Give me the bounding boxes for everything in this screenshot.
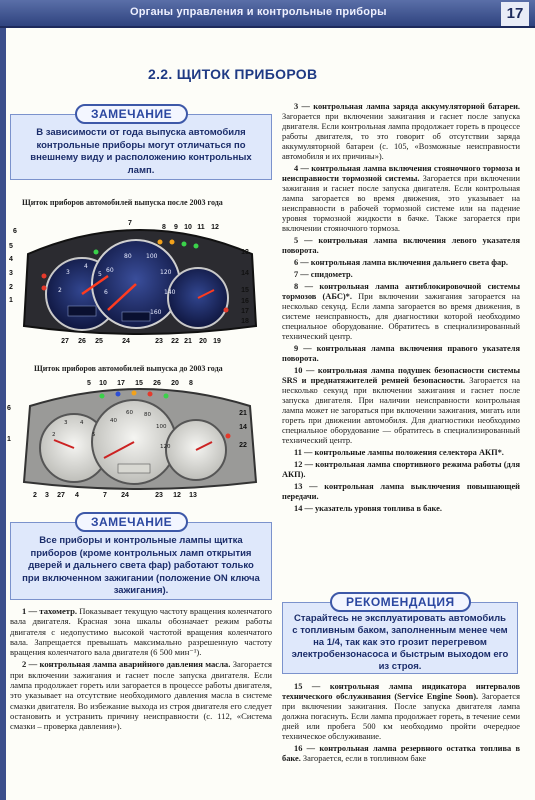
- running-title: Органы управления и контрольные приборы: [130, 6, 387, 18]
- callout-f2-21: 21: [239, 410, 247, 417]
- note-text-1: В зависимости от года выпуска автомобиля контрольные приборы могут отличаться по внешнему виду и расположению контрольных ламп.: [30, 127, 252, 176]
- callout-f2-26: 26: [153, 380, 161, 387]
- item-3-text: Загорается при включении зажигания и гаснет после запуска двигателя. Если контрольная лампа продолжает гореть в процессе работы двигателя, то это говорит об отсутствии заряда аккумуляторной батареи (с. 105, «Возможные неисправности автомобиля и их причины»).: [282, 112, 520, 161]
- recommendation-box: [282, 602, 518, 674]
- item-12-lead: 12 — контрольная лампа спортивного режима работы (для АКП).: [282, 460, 520, 479]
- svg-text:4: 4: [80, 420, 84, 426]
- item-5-lead: 5 — контрольная лампа включения левого указателя поворота.: [282, 236, 520, 255]
- callout-f2-3: 3: [45, 492, 49, 499]
- svg-text:140: 140: [164, 289, 176, 296]
- paragraph-item-11: [282, 448, 520, 458]
- callout-f1-23: 23: [155, 338, 163, 345]
- right-column-bottom-text: [282, 682, 520, 796]
- item-2-text: Загорается при включении зажигания и гаснет после запуска двигателя. Если лампа продолжает гореть или загорается в процессе работы двигателя, это указывает на отсутствие необходимого давления масла в системе смазки двигателя. Во избежание выхода из строя двигателя его следует остановить и устранить причину неисправности (с. 112, «Система смазки – проверка давления»).: [10, 659, 272, 732]
- callout-f1-21: 21: [184, 338, 192, 345]
- callout-f2-17: 17: [117, 380, 125, 387]
- note-text-2: Все приборы и контрольные лампы щитка приборов (кроме контрольных ламп открытия дверей и дальнего света фар) работают только при включенном зажигании (положение ON ключа зажигания).: [22, 535, 260, 596]
- svg-text:100: 100: [146, 253, 158, 260]
- paragraph-item-8: [282, 282, 520, 342]
- callout-f1-14: 14: [241, 270, 249, 277]
- callout-f1-1: 1: [9, 297, 13, 304]
- paragraph-item-14: [282, 504, 520, 514]
- callout-f1-9: 9: [174, 224, 178, 231]
- item-4-lead: 4 — контрольная лампа включения стояночного тормоза и неисправности тормозной системы.: [282, 164, 520, 183]
- callout-f1-19: 19: [213, 338, 221, 345]
- paragraph-item-10: [282, 366, 520, 446]
- callout-f1-5: 5: [9, 243, 13, 250]
- svg-text:3: 3: [64, 420, 68, 426]
- item-8-text: При включении зажигания загорается на несколько секунд. Если лампа загорается во время движения, в системе неисправность, для диагностики которой необходимо специальное оборудование. Обратитесь в специализированный технический центр.: [282, 292, 520, 341]
- callout-f1-16: 16: [241, 298, 249, 305]
- svg-text:120: 120: [160, 269, 172, 276]
- callout-f1-2: 2: [9, 284, 13, 291]
- svg-text:80: 80: [124, 253, 132, 260]
- item-6-lead: 6 — контрольная лампа включения дальнего света фар.: [294, 258, 508, 267]
- item-15-lead: 15 — контрольная лампа индикатора интервалов технического обслуживания (Service Engine Soon).: [282, 682, 520, 701]
- callout-f2-22: 22: [239, 442, 247, 449]
- svg-text:5: 5: [98, 271, 102, 278]
- callout-f1-12: 12: [211, 224, 219, 231]
- item-15-text: Загорается при включении зажигания. После запуска двигателя лампа должна погаснуть. Если лампа продолжает гореть, в течение семи дней или пробега 500 км необходимо пройти очередное техническое обслуживание.: [282, 692, 521, 741]
- svg-text:60: 60: [126, 410, 133, 416]
- item-7-lead: 7 — спидометр.: [294, 270, 353, 279]
- note-box-2: [10, 522, 272, 600]
- callout-f1-7: 7: [128, 220, 132, 227]
- callout-f1-17: 17: [241, 308, 249, 315]
- page-header: [0, 0, 535, 28]
- svg-text:5: 5: [92, 432, 96, 438]
- svg-text:40: 40: [110, 418, 117, 424]
- callout-f2-8: 8: [189, 380, 193, 387]
- callout-f2-14: 14: [239, 424, 247, 431]
- paragraph-item-12: [282, 460, 520, 480]
- callout-f2-1: 1: [7, 436, 11, 443]
- callout-f1-27: 27: [61, 338, 69, 345]
- callout-f2-24: 24: [121, 492, 129, 499]
- left-column-text: [10, 606, 272, 796]
- paragraph-item-9: [282, 344, 520, 364]
- paragraph-item-7: [282, 270, 520, 280]
- callout-f1-11: 11: [197, 224, 205, 231]
- callout-f2-10: 10: [99, 380, 107, 387]
- item-16-text: Загорается, если в топливном баке: [300, 754, 427, 763]
- callout-f2-27: 27: [57, 492, 65, 499]
- callout-f1-6: 6: [13, 228, 17, 235]
- svg-text:6: 6: [104, 289, 108, 296]
- paragraph-item-15: [282, 682, 520, 742]
- svg-text:3: 3: [66, 269, 70, 276]
- recommendation-label: РЕКОМЕНДАЦИЯ: [330, 592, 471, 612]
- item-10-lead: 10 — контрольная лампа подушек безопасности системы SRS и преднатяжителей ремней безопасности.: [282, 366, 520, 385]
- figure-caption-1: Щиток приборов автомобилей выпуска после 2003 года: [22, 198, 223, 207]
- item-4-text: Загорается при включении зажигания и гаснет после запуска двигателя. Если контрольная лампа загорается во время движения, это указывает на неисправности в рабочей тормозной системе или на падение уровня тормозной жидкости в бачке. Также загорается при включении стояночного тормоза.: [282, 174, 520, 233]
- svg-text:160: 160: [150, 309, 162, 316]
- section-title: 2.2. ЩИТОК ПРИБОРОВ: [148, 66, 318, 82]
- svg-text:4: 4: [84, 263, 88, 270]
- callout-f2-6: 6: [7, 405, 11, 412]
- callout-f2-12: 12: [173, 492, 181, 499]
- callout-f1-4: 4: [9, 256, 13, 263]
- item-16-lead: 16 — контрольная лампа резервного остатка топлива в баке.: [282, 744, 520, 763]
- paragraph-item-1: [10, 606, 272, 657]
- callout-f2-20: 20: [171, 380, 179, 387]
- item-14-lead: 14 — указатель уровня топлива в баке.: [294, 504, 442, 513]
- item-8-lead: 8 — контрольная лампа антиблокировочной системы тормозов (АБС)*.: [282, 282, 520, 301]
- callout-f1-13: 13: [241, 249, 249, 256]
- item-11-lead: 11 — контрольные лампы положения селектора АКП*.: [294, 448, 504, 457]
- item-2-lead: 2 — контрольная лампа аварийного давления масла.: [22, 659, 231, 670]
- item-10-text: Загорается на несколько секунд при включении зажигания и гаснет после запуска двигателя. При наличии неисправности контрольная лампа может не загораться при включении зажигания, мигать или гореть при движении автомобиля. Для диагностики необходимо специальное оборудование — обратитесь в специализированный технический центр.: [282, 376, 520, 445]
- instrument-cluster-2003-figure: [0, 214, 280, 354]
- right-column-text: [282, 102, 520, 584]
- item-1-text: Показывает текущую частоту вращения коленчатого вала двигателя. Красная зона шкалы обозначает режим работы двигателя с недопустимо высокой частотой вращения коленчатого вала. Запрещается превышать максимально разрешенную частоту вращения коленчатого вала двигателя (6 500 мин⁻¹).: [10, 606, 272, 658]
- callout-f1-10: 10: [184, 224, 192, 231]
- svg-text:2: 2: [52, 432, 56, 438]
- instrument-cluster-2003-illustration: [0, 214, 280, 354]
- item-9-lead: 9 — контрольная лампа включения правого указателя поворота.: [282, 344, 520, 363]
- callout-f2-13: 13: [189, 492, 197, 499]
- paragraph-item-3: [282, 102, 520, 162]
- item-13-lead: 13 — контрольная лампа выключения повышающей передачи.: [282, 482, 520, 501]
- callout-f2-23: 23: [155, 492, 163, 499]
- paragraph-item-13: [282, 482, 520, 502]
- paragraph-item-4: [282, 164, 520, 234]
- callout-f2-5: 5: [87, 380, 91, 387]
- callout-f2-15: 15: [135, 380, 143, 387]
- callout-f1-15: 15: [241, 287, 249, 294]
- svg-text:2: 2: [58, 287, 62, 294]
- callout-f1-22: 22: [171, 338, 179, 345]
- paragraph-item-16: [282, 744, 520, 764]
- figure-caption-2: Щиток приборов автомобилей выпуска до 2003 года: [34, 364, 223, 373]
- note-label-2: ЗАМЕЧАНИЕ: [75, 512, 188, 532]
- callout-f1-26: 26: [78, 338, 86, 345]
- callout-f2-4: 4: [75, 492, 79, 499]
- page-number: 17: [501, 2, 529, 26]
- callout-f1-24: 24: [122, 338, 130, 345]
- callout-f1-25: 25: [95, 338, 103, 345]
- callout-f1-20: 20: [199, 338, 207, 345]
- paragraph-item-5: [282, 236, 520, 256]
- paragraph-item-2: [10, 659, 272, 731]
- paragraph-item-6: [282, 258, 520, 268]
- item-3-lead: 3 — контрольная лампа заряда аккумуляторной батареи.: [294, 102, 520, 111]
- callout-f1-8: 8: [162, 224, 166, 231]
- svg-text:80: 80: [144, 412, 151, 418]
- item-1-lead: 1 — тахометр.: [22, 606, 78, 616]
- callout-f1-18: 18: [241, 318, 249, 325]
- callout-f2-7: 7: [103, 492, 107, 499]
- note-label-1: ЗАМЕЧАНИЕ: [75, 104, 188, 124]
- svg-text:120: 120: [160, 444, 171, 450]
- callout-f2-2: 2: [33, 492, 37, 499]
- recommendation-text: Старайтесь не эксплуатировать автомобиль с топливным баком, заполненным менее чем на 1/4, так как это грозит перегревом электробензонасоса и быстрым выходом его из строя.: [291, 613, 509, 672]
- svg-text:60: 60: [106, 267, 114, 274]
- svg-text:100: 100: [156, 424, 167, 430]
- callout-f1-3: 3: [9, 270, 13, 277]
